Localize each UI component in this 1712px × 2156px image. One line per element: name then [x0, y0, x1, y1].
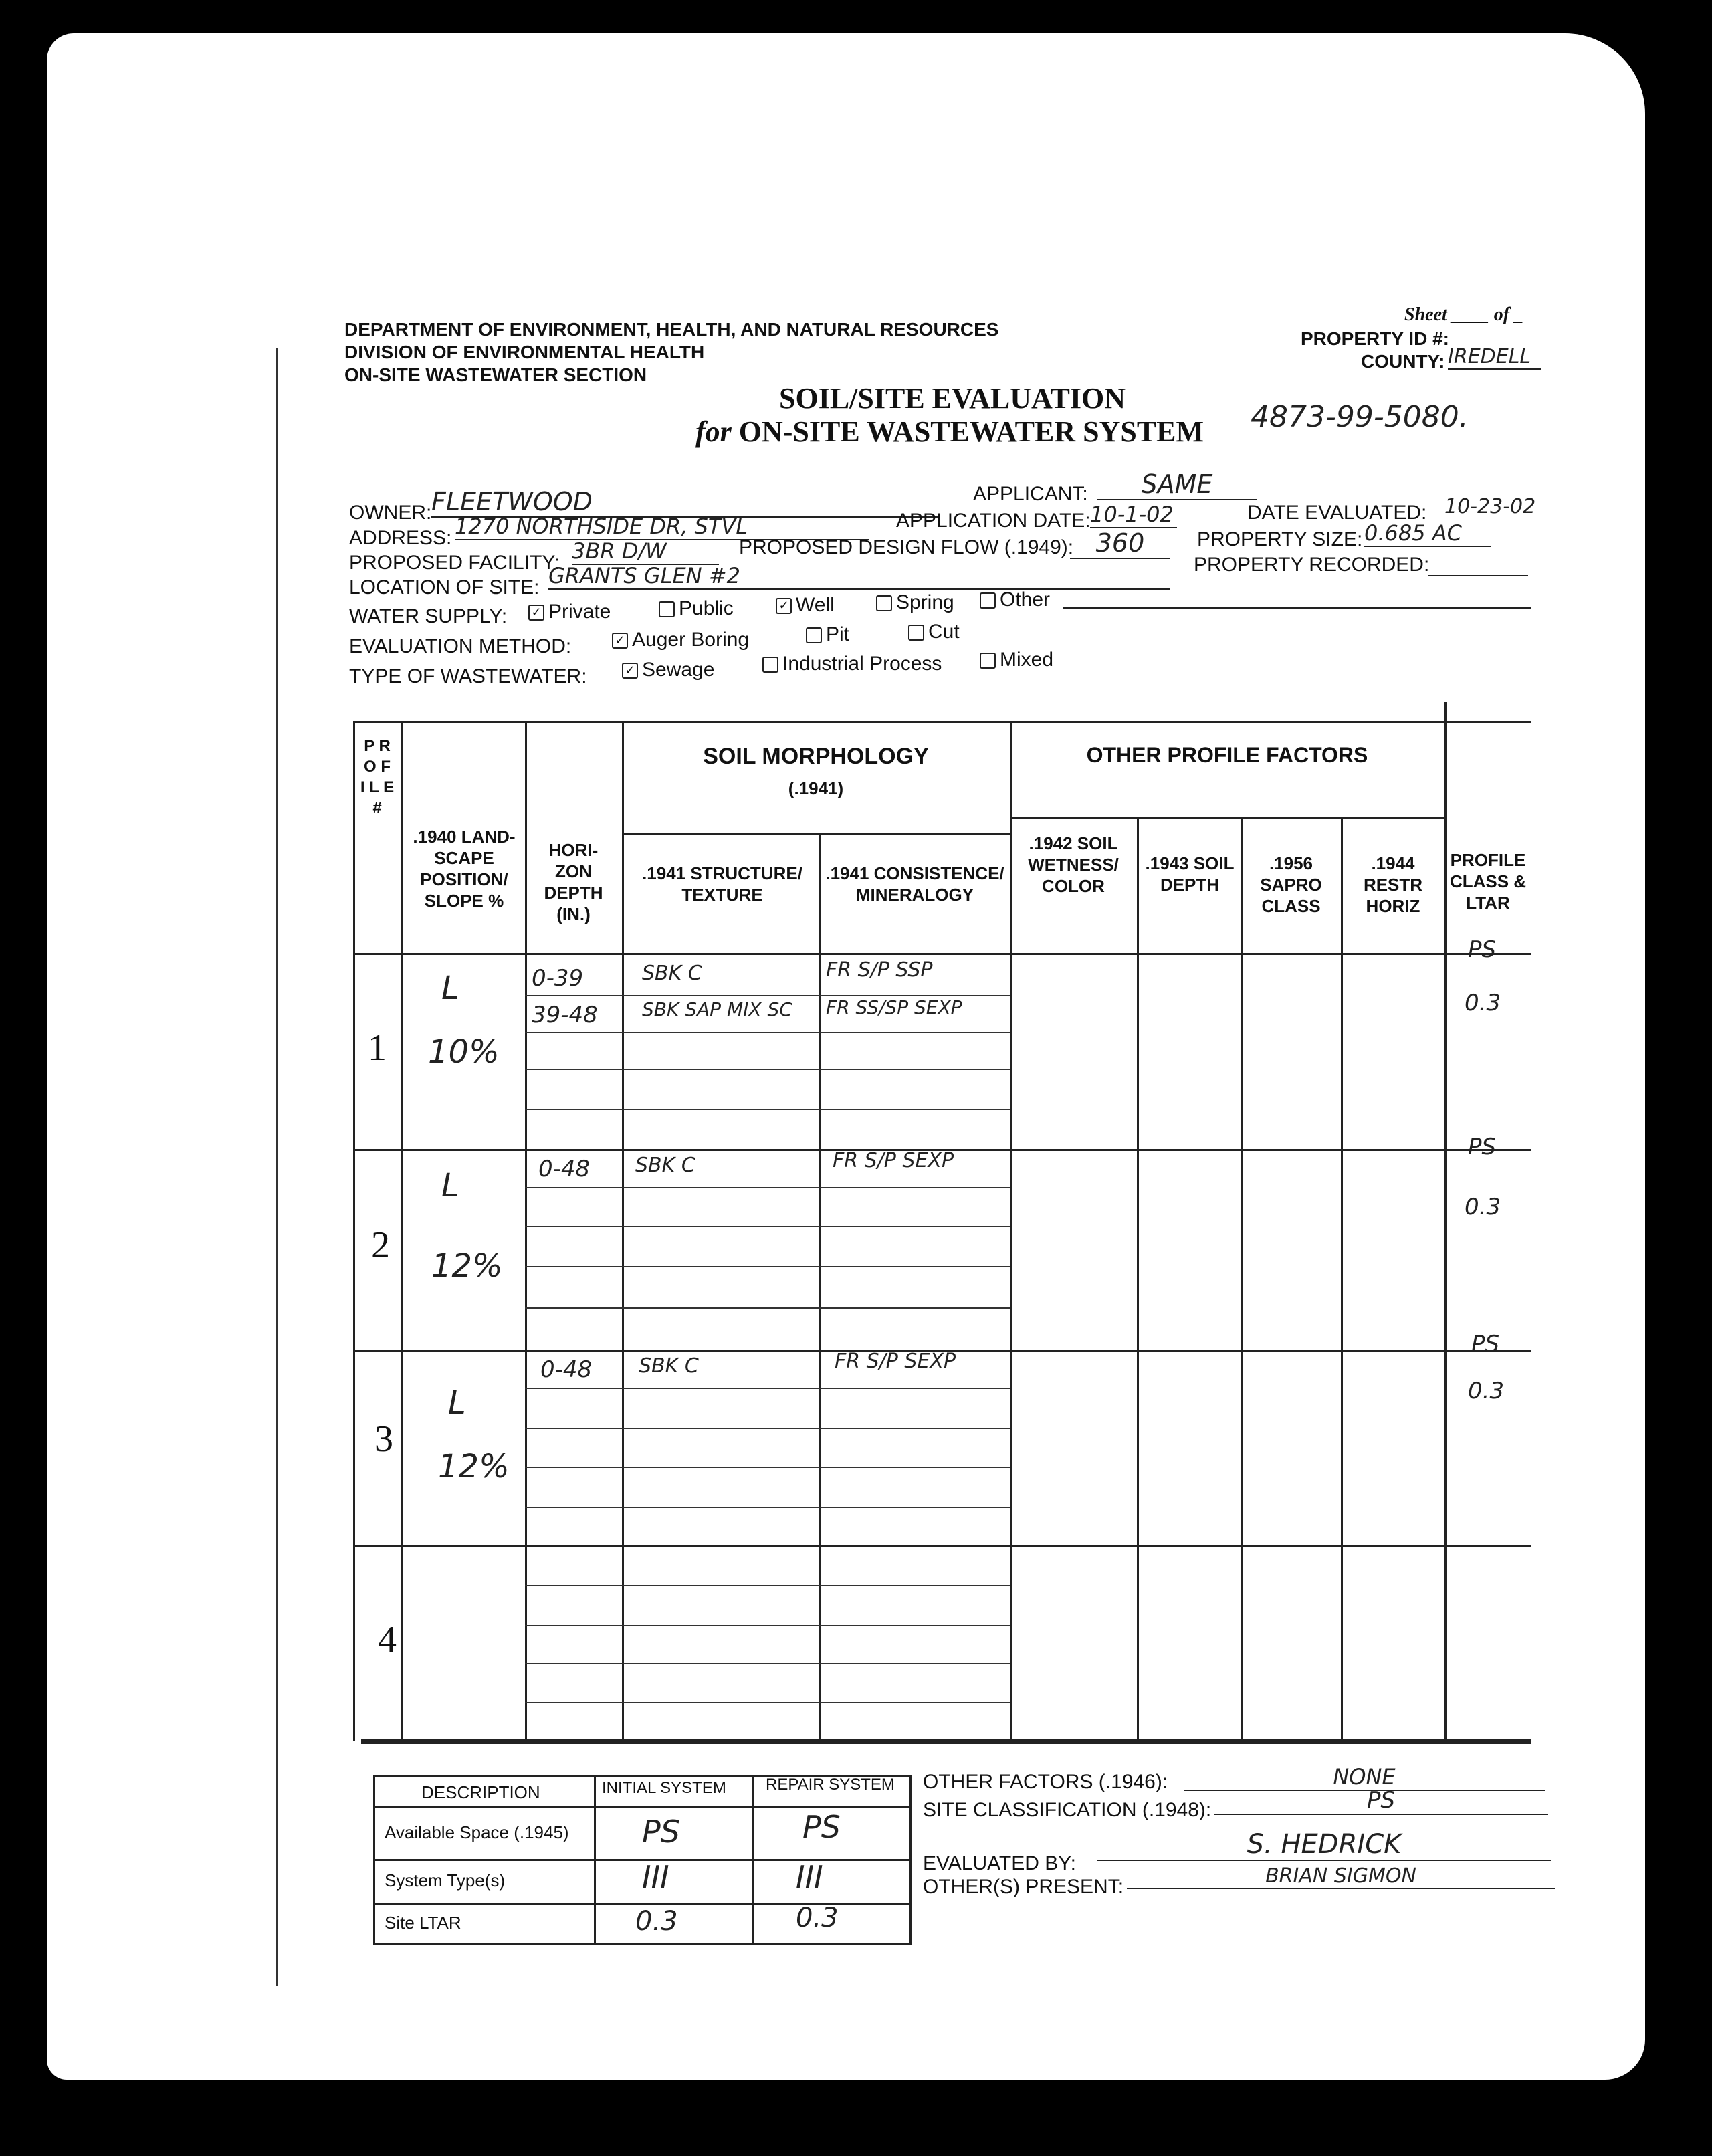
consistence-mineralogy[interactable]: FR S/P SEXP [835, 1350, 956, 1373]
group-header-soil-morphology-code: (.1941) [788, 778, 844, 798]
group-header-other-factors: OTHER PROFILE FACTORS [1086, 743, 1368, 767]
property-size-field[interactable]: 0.685 AC [1364, 520, 1491, 547]
application-date-label: APPLICATION DATE: [896, 510, 1091, 532]
structure-texture[interactable]: SBK C [642, 962, 702, 985]
col-header-sapro-class: .1956 SAPRO CLASS [1260, 853, 1322, 916]
of-label: of [1493, 304, 1510, 325]
col-header-soil-depth: .1943 SOIL DEPTH [1145, 853, 1235, 895]
consistence-mineralogy[interactable]: FR S/P SEXP [833, 1149, 954, 1172]
evaluation-method-label: EVALUATION METHOD: [349, 635, 572, 657]
owner-label: OWNER: [349, 502, 432, 524]
checkbox-icon[interactable] [980, 592, 996, 609]
water-supply-spring[interactable]: Spring [876, 591, 954, 614]
checkbox-icon[interactable] [659, 601, 675, 617]
form-title-for: for [696, 415, 732, 448]
structure-texture[interactable]: SBK C [635, 1154, 696, 1177]
site-ltar-repair[interactable]: 0.3 [796, 1903, 839, 1933]
checkbox-icon[interactable] [806, 627, 822, 643]
water-supply-other-field[interactable] [1063, 587, 1531, 609]
water-supply-public[interactable]: Public [659, 597, 734, 620]
design-flow-field[interactable]: 360 [1070, 528, 1170, 559]
date-evaluated-field[interactable]: 10-23-02 [1444, 495, 1536, 518]
checkbox-icon[interactable] [980, 653, 996, 669]
profile-number: 1 [368, 1027, 387, 1069]
horizon-depth[interactable]: 39-48 [532, 1002, 598, 1029]
consistence-mineralogy[interactable]: FR S/P SSP [826, 958, 933, 982]
profile-ltar[interactable]: 0.3 [1468, 1378, 1505, 1404]
water-supply-well[interactable]: ✓ Well [776, 594, 835, 617]
eval-method-cut[interactable]: Cut [908, 621, 960, 643]
col-header-landscape: .1940 LAND- SCAPE POSITION/ SLOPE % [413, 827, 516, 911]
wastewater-mixed[interactable]: Mixed [980, 649, 1053, 671]
landscape-position[interactable]: L [441, 1167, 459, 1204]
wastewater-sewage[interactable]: ✓ Sewage [622, 659, 714, 681]
eval-method-auger[interactable]: ✓ Auger Boring [612, 629, 749, 651]
profile-ltar[interactable]: 0.3 [1465, 1194, 1501, 1220]
site-ltar-initial[interactable]: 0.3 [635, 1906, 678, 1937]
horizon-depth[interactable]: 0-39 [532, 965, 584, 992]
water-supply-private[interactable]: ✓ Private [528, 601, 611, 623]
structure-texture[interactable]: SBK SAP MIX SC [642, 998, 792, 1020]
col-header-profile-class: PROFILE CLASS & LTAR [1449, 850, 1527, 913]
profile-number: 4 [378, 1619, 397, 1660]
evaluated-by-field[interactable]: S. HEDRICK [1097, 1829, 1552, 1861]
property-id-label: PROPERTY ID #: [1301, 328, 1449, 349]
slope-percent[interactable]: 12% [438, 1448, 510, 1485]
dept-line-2: DIVISION OF ENVIRONMENTAL HEALTH [344, 342, 705, 362]
sheet-label: Sheet [1404, 304, 1447, 325]
wastewater-type-label: TYPE OF WASTEWATER: [349, 665, 587, 687]
parcel-number: 4873-99-5080. [1251, 400, 1469, 434]
proposed-facility-label: PROPOSED FACILITY: [349, 552, 560, 574]
row-label-site-ltar: Site LTAR [385, 1913, 461, 1933]
row-label-system-type: System Type(s) [385, 1870, 506, 1891]
dept-line-3: ON-SITE WASTEWATER SECTION [344, 364, 647, 385]
county-label: COUNTY: [1361, 351, 1445, 372]
checkbox-checked-icon[interactable]: ✓ [776, 598, 792, 614]
other-factors-label: OTHER FACTORS (.1946): [923, 1771, 1168, 1793]
col-header-profile: P R O F I L E # [360, 737, 395, 817]
col-header-description: DESCRIPTION [421, 1782, 540, 1802]
address-label: ADDRESS: [349, 527, 452, 549]
application-date-field[interactable]: 10-1-02 [1090, 502, 1177, 528]
site-classification-label: SITE CLASSIFICATION (.1948): [923, 1799, 1212, 1821]
landscape-position[interactable]: L [448, 1384, 466, 1422]
checkbox-checked-icon[interactable]: ✓ [528, 605, 544, 621]
horizon-depth[interactable]: 0-48 [538, 1156, 591, 1182]
system-type-repair[interactable]: III [796, 1859, 823, 1895]
property-recorded-label: PROPERTY RECORDED: [1194, 554, 1430, 576]
col-header-repair-system: REPAIR SYSTEM [766, 1775, 895, 1794]
county-value: IREDELL [1448, 345, 1541, 370]
slope-percent[interactable]: 10% [428, 1033, 500, 1071]
property-recorded-field[interactable] [1428, 555, 1528, 576]
checkbox-icon[interactable] [762, 657, 778, 673]
form-title-line2: ON-SITE WASTEWATER SYSTEM [738, 415, 1204, 448]
site-classification-field[interactable]: PS [1214, 1787, 1548, 1815]
landscape-position[interactable]: L [441, 970, 459, 1007]
consistence-mineralogy[interactable]: FR SS/SP SEXP [826, 996, 962, 1018]
col-header-structure: .1941 STRUCTURE/ TEXTURE [642, 863, 802, 905]
structure-texture[interactable]: SBK C [639, 1354, 699, 1378]
profile-number: 2 [371, 1224, 390, 1266]
col-header-initial-system: INITIAL SYSTEM [602, 1779, 726, 1797]
left-margin-line [276, 348, 278, 1986]
col-header-wetness: .1942 SOIL WETNESS/ COLOR [1028, 833, 1119, 896]
design-flow-label: PROPOSED DESIGN FLOW (.1949): [739, 536, 1074, 558]
evaluated-by-label: EVALUATED BY: [923, 1852, 1076, 1874]
water-supply-other[interactable]: Other [980, 588, 1050, 611]
owner-field[interactable]: FLEETWOOD [431, 487, 940, 518]
available-space-initial[interactable]: PS [642, 1814, 680, 1850]
eval-method-pit[interactable]: Pit [806, 623, 849, 646]
wastewater-industrial[interactable]: Industrial Process [762, 653, 942, 675]
group-header-soil-morphology: SOIL MORPHOLOGY [703, 744, 929, 769]
water-supply-label: WATER SUPPLY: [349, 605, 508, 627]
system-type-initial[interactable]: III [642, 1859, 669, 1895]
available-space-repair[interactable]: PS [802, 1809, 841, 1845]
dept-line-1: DEPARTMENT OF ENVIRONMENT, HEALTH, AND NATURAL RESOURCES [344, 319, 999, 340]
row-label-available-space: Available Space (.1945) [385, 1822, 569, 1842]
col-header-consistence: .1941 CONSISTENCE/ MINERALOGY [825, 863, 1004, 905]
others-present-label: OTHER(S) PRESENT: [923, 1876, 1124, 1898]
property-size-label: PROPERTY SIZE: [1197, 528, 1363, 550]
checkbox-icon[interactable] [908, 625, 924, 641]
form-title-line1: SOIL/SITE EVALUATION [779, 382, 1126, 415]
location-label: LOCATION OF SITE: [349, 576, 540, 599]
profile-class[interactable]: PS [1468, 936, 1497, 963]
other-factors-field[interactable]: NONE [1184, 1764, 1545, 1791]
profile-class[interactable]: PS [1471, 1331, 1500, 1358]
location-field[interactable]: GRANTS GLEN #2 [548, 563, 1170, 590]
proposed-facility-field[interactable]: 3BR D/W [572, 538, 719, 565]
address-field[interactable]: 1270 NORTHSIDE DR, STVL [455, 514, 869, 540]
horizon-depth[interactable]: 0-48 [540, 1356, 593, 1383]
profile-number: 3 [374, 1418, 393, 1460]
checkbox-checked-icon[interactable]: ✓ [612, 633, 628, 649]
date-evaluated-label: DATE EVALUATED: [1247, 502, 1427, 524]
col-header-restr-horiz: .1944 RESTR HORIZ [1363, 853, 1423, 916]
checkbox-icon[interactable] [876, 595, 892, 611]
others-present-field[interactable]: BRIAN SIGMON [1127, 1864, 1555, 1889]
applicant-label: APPLICANT: [973, 483, 1088, 505]
profile-class[interactable]: PS [1468, 1134, 1497, 1160]
checkbox-checked-icon[interactable]: ✓ [622, 663, 638, 679]
slope-percent[interactable]: 12% [431, 1247, 503, 1285]
applicant-field[interactable]: SAME [1097, 469, 1257, 500]
profile-ltar[interactable]: 0.3 [1465, 990, 1501, 1016]
col-header-horizon-depth: HORI- ZON DEPTH (IN.) [544, 840, 603, 924]
